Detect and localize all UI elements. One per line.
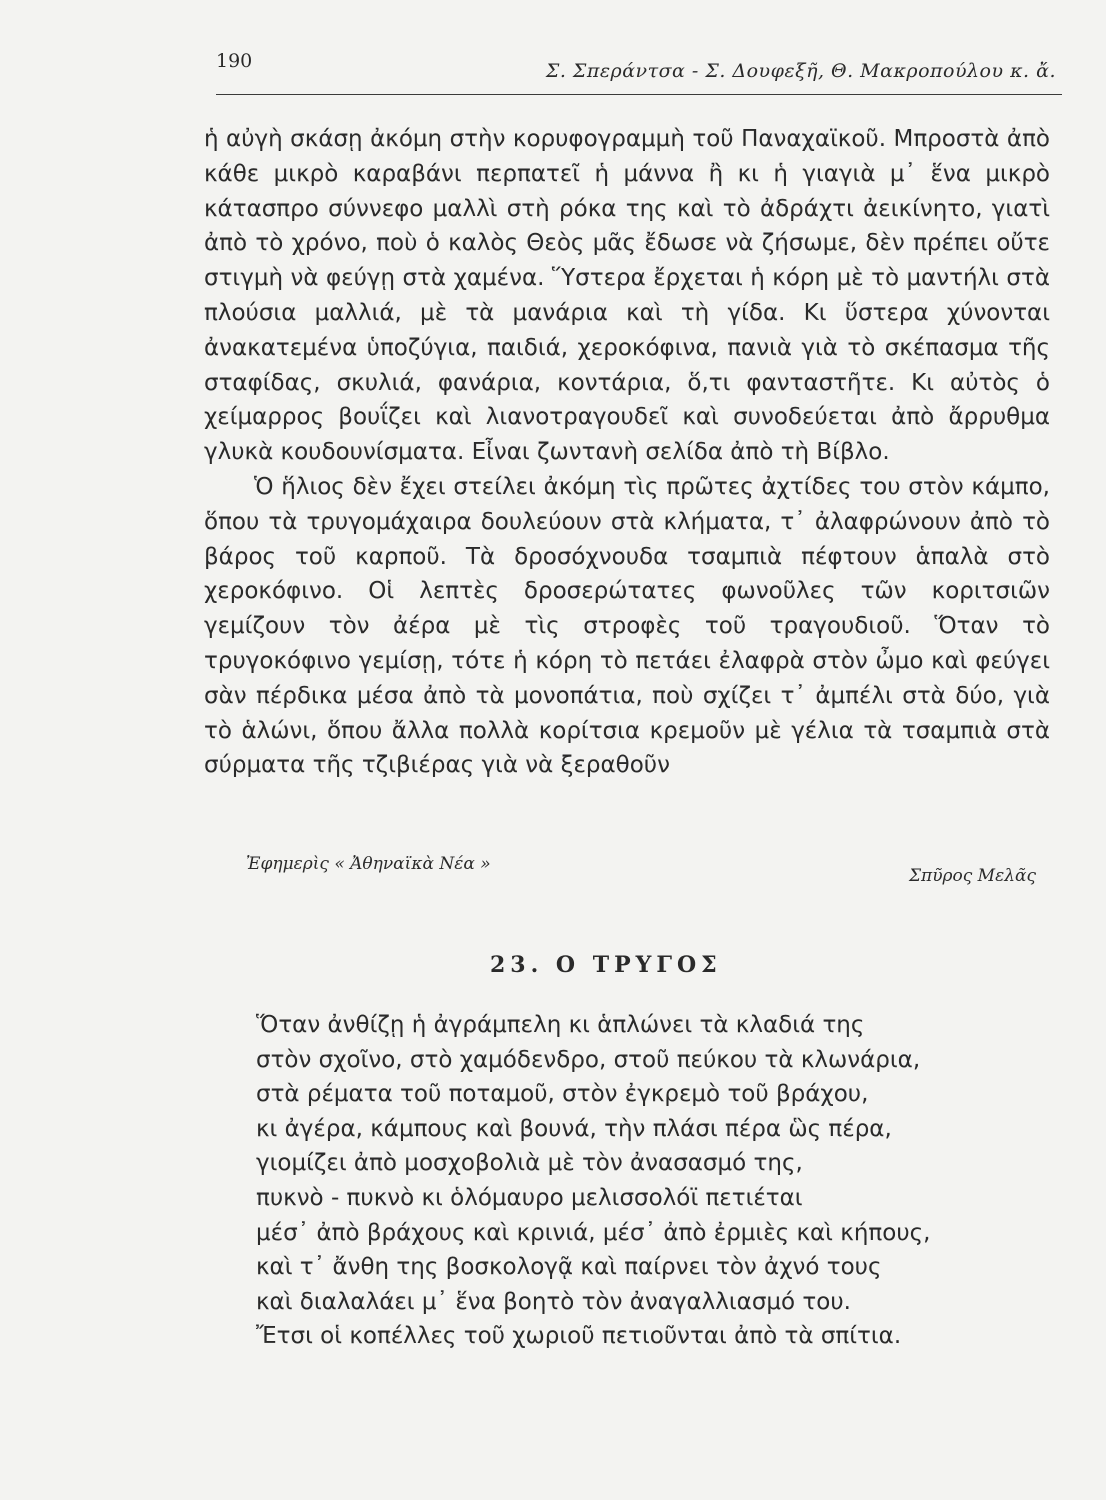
prose-body bbox=[204, 122, 1050, 783]
poem bbox=[256, 1008, 1036, 1354]
paragraph-1: ἡ αὐγὴ σκάσῃ ἀκόμη στὴν κορυφογραμμὴ τοῦ Παναχαϊκοῦ. Μπροστὰ ἀπὸ κάθε μικρὸ καραβάνι περπατεῖ ἡ μάννα ἢ κι ἡ γιαγιὰ μ᾿ ἕνα μικρὸ κάτασπρο σύννεφο μαλλὶ στὴ ρόκα της καὶ τὸ ἀδράχτι ἀεικίνητο, γιατὶ ἀπὸ τὸ χρόνο, ποὺ ὁ καλὸς Θεὸς μᾶς ἔδωσε νὰ ζήσωμε, δὲν πρέπει οὔτε στιγμὴ νὰ φεύγῃ στὰ χαμένα. Ὕστερα ἔρχεται ἡ κόρη μὲ τὸ μαντήλι στὰ πλούσια μαλλιά, μὲ τὰ μανάρια καὶ τὴ γίδα. Κι ὕστερα χύνονται ἀνακατεμένα ὑποζύγια, παιδιά, χεροκόφινα, πανιὰ γιὰ τὸ σκέπασμα τῆς σταφίδας, σκυλιά, φανάρια, κοντάρια, ὅ,τι φανταστῆτε. Κι αὐτὸς ὁ χείμαρρος βουΐζει καὶ λιανοτραγουδεῖ καὶ συνοδεύεται ἀπὸ ἄρρυθμα γλυκὰ κουδουνίσματα. Εἶναι ζωντανὴ σελίδα ἀπὸ τὴ Βίβλο. bbox=[204, 126, 1050, 466]
poem-line: Ἔτσι οἱ κοπέλλες τοῦ χωριοῦ πετιοῦνται ἀπὸ τὰ σπίτια. bbox=[256, 1323, 902, 1350]
poem-line: κι ἀγέρα, κάμπους καὶ βουνά, τὴν πλάσι πέρα ὣς πέρα, bbox=[256, 1115, 892, 1142]
poem-line: καὶ τ᾿ ἄνθη της βοσκολογᾷ καὶ παίρνει τὸν ἀχνό τους bbox=[256, 1254, 882, 1281]
section-title: 23. Ο ΤΡΥΓΟΣ bbox=[490, 952, 722, 978]
running-head: Σ. Σπεράντσα - Σ. Δουφεξῆ, Θ. Μακροπούλου κ. ἄ. bbox=[545, 60, 1056, 82]
poem-line: μέσ᾿ ἀπὸ βράχους καὶ κρινιά, μέσ᾿ ἀπὸ ἐρμιὲς καὶ κήπους, bbox=[256, 1219, 931, 1246]
header-rule bbox=[216, 94, 1062, 95]
attribution-source: Ἐφημερὶς « Ἀθηναϊκὰ Νέα » bbox=[246, 854, 491, 874]
attribution-author: Σπῦρος Μελᾶς bbox=[909, 866, 1036, 886]
page-number: 190 bbox=[216, 50, 253, 72]
poem-line: Ὅταν ἀνθίζῃ ἡ ἀγράμπελη κι ἁπλώνει τὰ κλαδιά της bbox=[256, 1012, 865, 1038]
poem-line: γιομίζει ἀπὸ μοσχοβολιὰ μὲ τὸν ἀνασασμό της, bbox=[256, 1150, 803, 1177]
paragraph-2: Ὁ ἥλιος δὲν ἔχει στείλει ἀκόμη τὶς πρῶτες ἀχτίδες του στὸν κάμπο, ὅπου τὰ τρυγομάχαιρα δουλεύουν στὰ κλήματα, τ᾿ ἀλαφρώνουν ἀπὸ τὸ βάρος τοῦ καρποῦ. Τὰ δροσόχνουδα τσαμπιὰ πέφτουν ἁπαλὰ στὸ χεροκόφινο. Οἱ λεπτὲς δροσερώτατες φωνοῦλες τῶν κοριτσιῶν γεμίζουν τὸν ἀέρα μὲ τὶς στροφὲς τοῦ τραγουδιοῦ. Ὅταν τὸ τρυγοκόφινο γεμίσῃ, τότε ἡ κόρη τὸ πετάει ἐλαφρὰ στὸν ὦμο καὶ φεύγει σὰν πέρδικα μέσα ἀπὸ τὰ μονοπάτια, ποὺ σχίζει τ᾿ ἀμπέλι στὰ δύο, γιὰ τὸ ἁλώνι, ὅπου ἄλλα πολλὰ κορίτσια κρεμοῦν μὲ γέλια τὰ τσαμπιὰ στὰ σύρματα τῆς τζιβιέρας γιὰ νὰ ξεραθοῦν bbox=[204, 473, 1050, 779]
poem-line: στὰ ρέματα τοῦ ποταμοῦ, στὸν ἐγκρεμὸ τοῦ βράχου, bbox=[256, 1081, 869, 1108]
attribution bbox=[246, 852, 1036, 892]
page-header bbox=[216, 50, 1062, 100]
poem-line: πυκνὸ - πυκνὸ κι ὁλόμαυρο μελισσολόϊ πετιέται bbox=[256, 1184, 803, 1211]
poem-line: στὸν σχοῖνο, στὸ χαμόδενδρο, στοῦ πεύκου τὰ κλωνάρια, bbox=[256, 1046, 921, 1073]
poem-line: καὶ διαλαλάει μ᾿ ἕνα βοητὸ τὸν ἀναγαλλιασμό του. bbox=[256, 1288, 851, 1315]
